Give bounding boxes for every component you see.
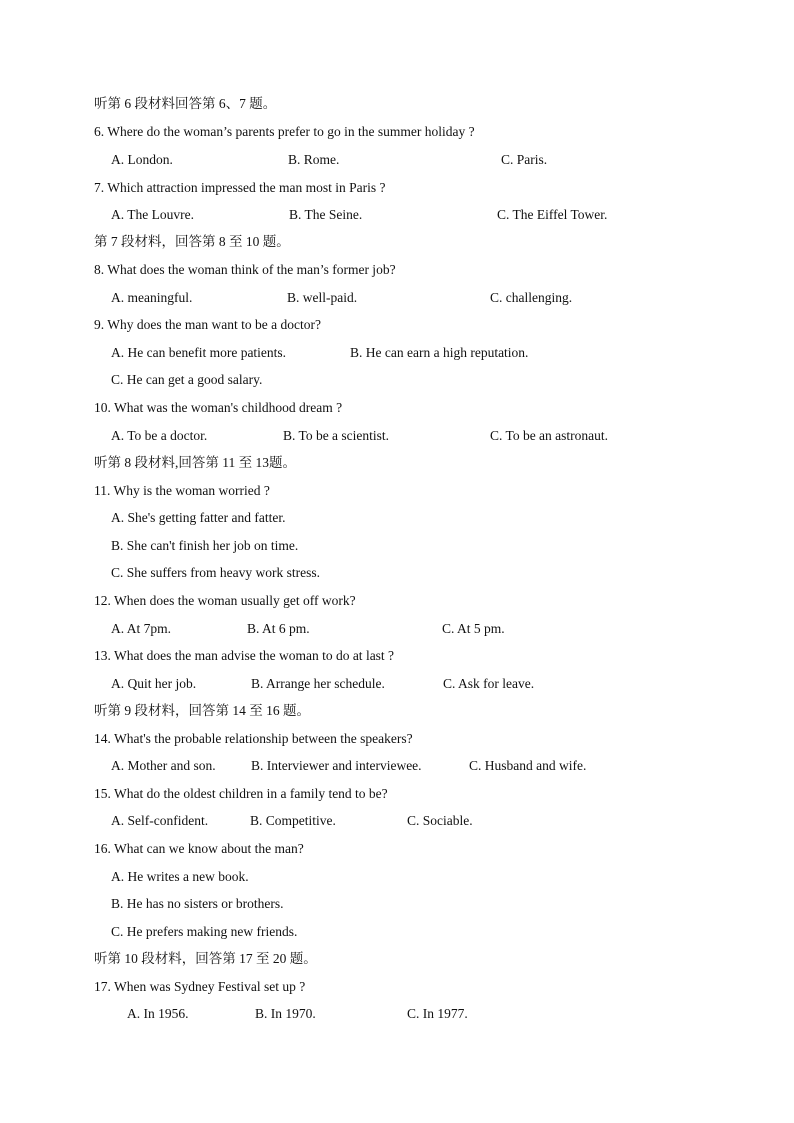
question-13-option-c: C. Ask for leave.: [443, 676, 535, 691]
question-13-option-b: B. Arrange her schedule.: [251, 676, 385, 691]
question-9: 9. Why does the man want to be a doctor?: [94, 317, 321, 332]
question-16-option-b: B. He has no sisters or brothers.: [111, 896, 284, 911]
question-10-option-c: C. To be an astronaut.: [490, 428, 609, 443]
question-6-option-b: B. Rome.: [288, 152, 340, 167]
question-9-option-c: C. He can get a good salary.: [111, 372, 263, 387]
section-heading-10: 听第 10 段材料，回答第 17 至 20 题。: [94, 951, 317, 966]
question-12-option-a: A. At 7pm.: [111, 621, 172, 636]
question-15-option-c: C. Sociable.: [407, 813, 473, 828]
question-10-option-b: B. To be a scientist.: [283, 428, 390, 443]
question-6-option-c: C. Paris.: [501, 152, 548, 167]
question-12: 12. When does the woman usually get off work?: [94, 593, 356, 608]
question-11: 11. Why is the woman worried ?: [94, 483, 270, 498]
question-6-option-a: A. London.: [111, 152, 173, 167]
question-8-option-a: A. meaningful.: [111, 290, 193, 305]
question-8-option-c: C. challenging.: [490, 290, 573, 305]
question-15: 15. What do the oldest children in a family tend to be?: [94, 786, 388, 801]
question-14-option-b: B. Interviewer and interviewee.: [251, 758, 422, 773]
question-17-option-c: C. In 1977.: [407, 1006, 468, 1021]
question-11-option-c: C. She suffers from heavy work stress.: [111, 565, 320, 580]
question-11-option-b: B. She can't finish her job on time.: [111, 538, 299, 553]
question-7-option-a: A. The Louvre.: [111, 207, 194, 222]
question-16-option-a: A. He writes a new book.: [111, 869, 249, 884]
question-7-option-b: B. The Seine.: [289, 207, 363, 222]
question-12-option-b: B. At 6 pm.: [247, 621, 310, 636]
question-10-option-a: A. To be a doctor.: [111, 428, 208, 443]
section-heading-7: 第 7 段材料，回答第 8 至 10 题。: [94, 234, 290, 249]
question-8-option-b: B. well-paid.: [287, 290, 358, 305]
question-11-option-a: A. She's getting fatter and fatter.: [111, 510, 286, 525]
question-13-option-a: A. Quit her job.: [111, 676, 197, 691]
question-14: 14. What's the probable relationship between the speakers?: [94, 731, 413, 746]
question-14-option-c: C. Husband and wife.: [469, 758, 587, 773]
question-9-option-a: A. He can benefit more patients.: [111, 345, 287, 360]
question-7: 7. Which attraction impressed the man most in Paris ?: [94, 180, 386, 195]
question-15-option-a: A. Self-confident.: [111, 813, 209, 828]
question-17: 17. When was Sydney Festival set up ?: [94, 979, 306, 994]
question-14-option-a: A. Mother and son.: [111, 758, 216, 773]
question-6: 6. Where do the woman’s parents prefer to go in the summer holiday ?: [94, 124, 475, 139]
section-heading-9: 听第 9 段材料，回答第 14 至 16 题。: [94, 703, 310, 718]
question-12-option-c: C. At 5 pm.: [442, 621, 505, 636]
question-7-option-c: C. The Eiffel Tower.: [497, 207, 608, 222]
section-heading-8: 听第 8 段材料,回答第 11 至 13题。: [94, 455, 296, 470]
section-heading-6: 听第 6 段材料回答第 6、7 题。: [94, 96, 277, 111]
question-10: 10. What was the woman's childhood dream ?: [94, 400, 343, 415]
question-16: 16. What can we know about the man?: [94, 841, 304, 856]
question-17-option-b: B. In 1970.: [255, 1006, 316, 1021]
question-8: 8. What does the woman think of the man’s former job?: [94, 262, 396, 277]
question-15-option-b: B. Competitive.: [250, 813, 336, 828]
question-9-option-b: B. He can earn a high reputation.: [350, 345, 529, 360]
question-17-option-a: A. In 1956.: [127, 1006, 189, 1021]
question-13: 13. What does the man advise the woman to do at last ?: [94, 648, 395, 663]
question-16-option-c: C. He prefers making new friends.: [111, 924, 298, 939]
